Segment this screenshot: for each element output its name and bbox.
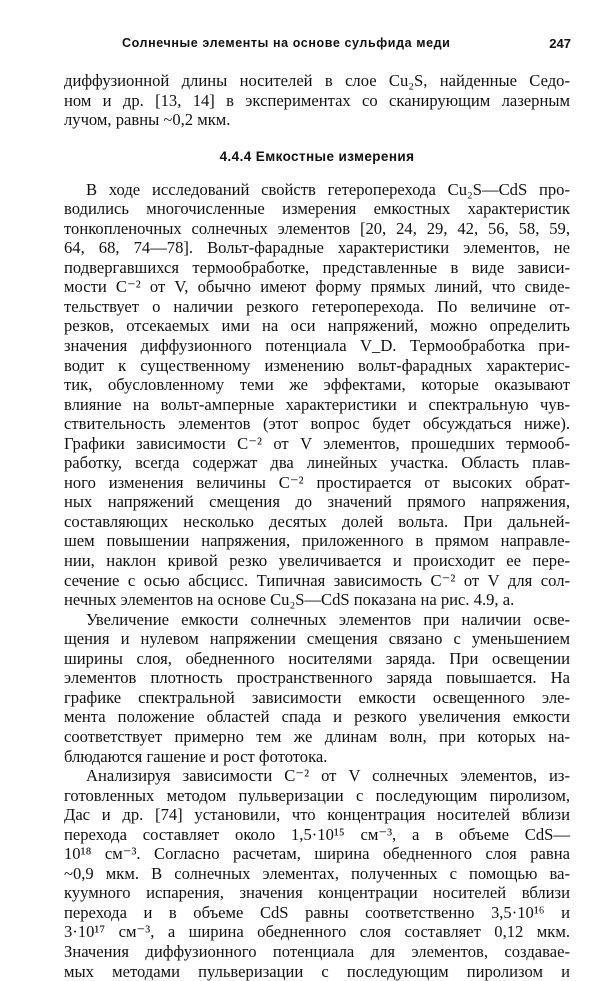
text-line: значения диффузионного потенциала V_D. Термообработка при-	[64, 336, 570, 356]
text-line: 64, 68, 74—78]. Вольт-фарадные характеристики элементов, не	[64, 238, 570, 258]
text-line: Графики зависимости C⁻² от V элементов, прошедших термооб-	[64, 433, 570, 453]
text-line: диффузионной длины носителей в слое Cu₂S, найденные Седо-	[64, 71, 570, 90]
text-line: мости C⁻² от V, обычно имеют форму прямых линий, что свиде-	[64, 277, 570, 297]
text-line: мента положение областей спада и резкого увеличения емкости	[64, 707, 570, 727]
text-line: влияние на вольт-амперные характеристики и спектральную чув-	[64, 394, 570, 414]
running-head	[66, 36, 571, 58]
text-line: готовленных методом пульверизации с последующим пиролизом,	[64, 785, 570, 805]
text-line: перехода и в объеме CdS равны соответственно 3,5·10¹⁶ и	[64, 902, 570, 922]
text-line: блюдаются гашение и рост фототока.	[64, 746, 328, 766]
text-line: Значения диффузионного потенциала для элементов, создавае-	[64, 941, 570, 961]
text-line: графике спектральной зависимости емкости освещенного эле-	[64, 687, 570, 707]
text-line: составляющих несколько десятых долей вольта. При дальней-	[64, 511, 570, 531]
paragraph-carrier-concentration	[64, 766, 570, 981]
text-line: элементов плотность пространственного заряда повышается. На	[64, 668, 570, 688]
text-line: тельствует о наличии резкого гетероперехода. По величине от-	[64, 296, 570, 316]
paragraph-illumination	[64, 610, 570, 766]
text-line: ствительность элементов (этот вопрос будет обсуждаться ниже).	[64, 414, 570, 434]
text-line: шем повышении напряжения, приложенного в прямом направле-	[64, 531, 570, 551]
text-line: сечение с осью абсцисс. Типичная зависимость C⁻² от V для сол-	[64, 570, 570, 590]
text-line: работку, всегда содержат два линейных участка. Область плав-	[64, 453, 570, 473]
text-line: нечных элементов на основе Cu₂S—CdS показана на рис. 4.9, a.	[64, 590, 515, 610]
text-line: водились многочисленные измерения емкостных характеристик	[64, 199, 570, 219]
text-line: куумного испарения, значения концентрации носителей вблизи	[64, 883, 570, 903]
text-line: 3·10¹⁷ см⁻³, а ширина обедненного слоя составляет 0,12 мкм.	[64, 922, 570, 942]
text-line: ном и др. [13, 14] в экспериментах со сканирующим лазерным	[64, 90, 570, 110]
section-heading: 4.4.4 Емкостные измерения	[219, 148, 415, 164]
page-number: 247	[549, 36, 571, 51]
text-line: водит к существенному изменению вольт-фарадных характерис-	[64, 355, 570, 375]
text-line: ширины слоя, обедненного носителями заряда. При освещении	[64, 648, 570, 668]
text-line: лучом, равны ~0,2 мкм.	[64, 110, 231, 130]
text-line: В ходе исследований свойств гетероперехода Cu₂S—CdS про-	[86, 179, 570, 199]
text-line: соответствует примерно тем же длинам волн, при которых на-	[64, 726, 570, 746]
text-line: ного изменения величины C⁻² простирается от высоких обрат-	[64, 472, 570, 492]
text-line: Увеличение емкости солнечных элементов при наличии осве-	[86, 609, 570, 629]
body-text	[64, 71, 570, 981]
text-line: Дас и др. [74] установили, что концентрация носителей вблизи	[64, 805, 570, 825]
running-title: Солнечные элементы на основе сульфида меди	[122, 36, 451, 50]
text-line: 10¹⁸ см⁻³. Согласно расчетам, ширина обедненного слоя равна	[64, 844, 570, 864]
paragraph-capacitance-intro	[64, 180, 570, 610]
text-line: ных напряжений смещения до значений прямого напряжения,	[64, 492, 570, 512]
text-line: мых методами пульверизации с последующим пиролизом и	[64, 961, 570, 981]
text-line: тонкопленочных солнечных элементов [20, 24, 29, 42, 56, 58, 59,	[64, 218, 570, 238]
text-line: резков, отсекаемых ими на оси напряжений, можно определить	[64, 316, 570, 336]
text-line: Анализируя зависимости C⁻² от V солнечных элементов, из-	[86, 766, 570, 786]
text-line: нии, наклон кривой резко увеличивается и происходит ее пере-	[64, 551, 570, 571]
intro-paragraph	[64, 71, 570, 130]
text-line: щения и нулевом напряжении смещения связано с уменьшением	[64, 629, 570, 649]
text-line: тик, обусловленному теми же эффектами, которые оказывают	[64, 375, 570, 395]
text-line: ~0,9 мкм. В солнечных элементах, полученных с помощью ва-	[64, 863, 570, 883]
text-line: перехода составляет около 1,5·10¹⁵ см⁻³, а в объеме CdS—	[64, 824, 570, 844]
text-line: подвергавшихся термообработке, представленные в виде зависи-	[64, 257, 570, 277]
